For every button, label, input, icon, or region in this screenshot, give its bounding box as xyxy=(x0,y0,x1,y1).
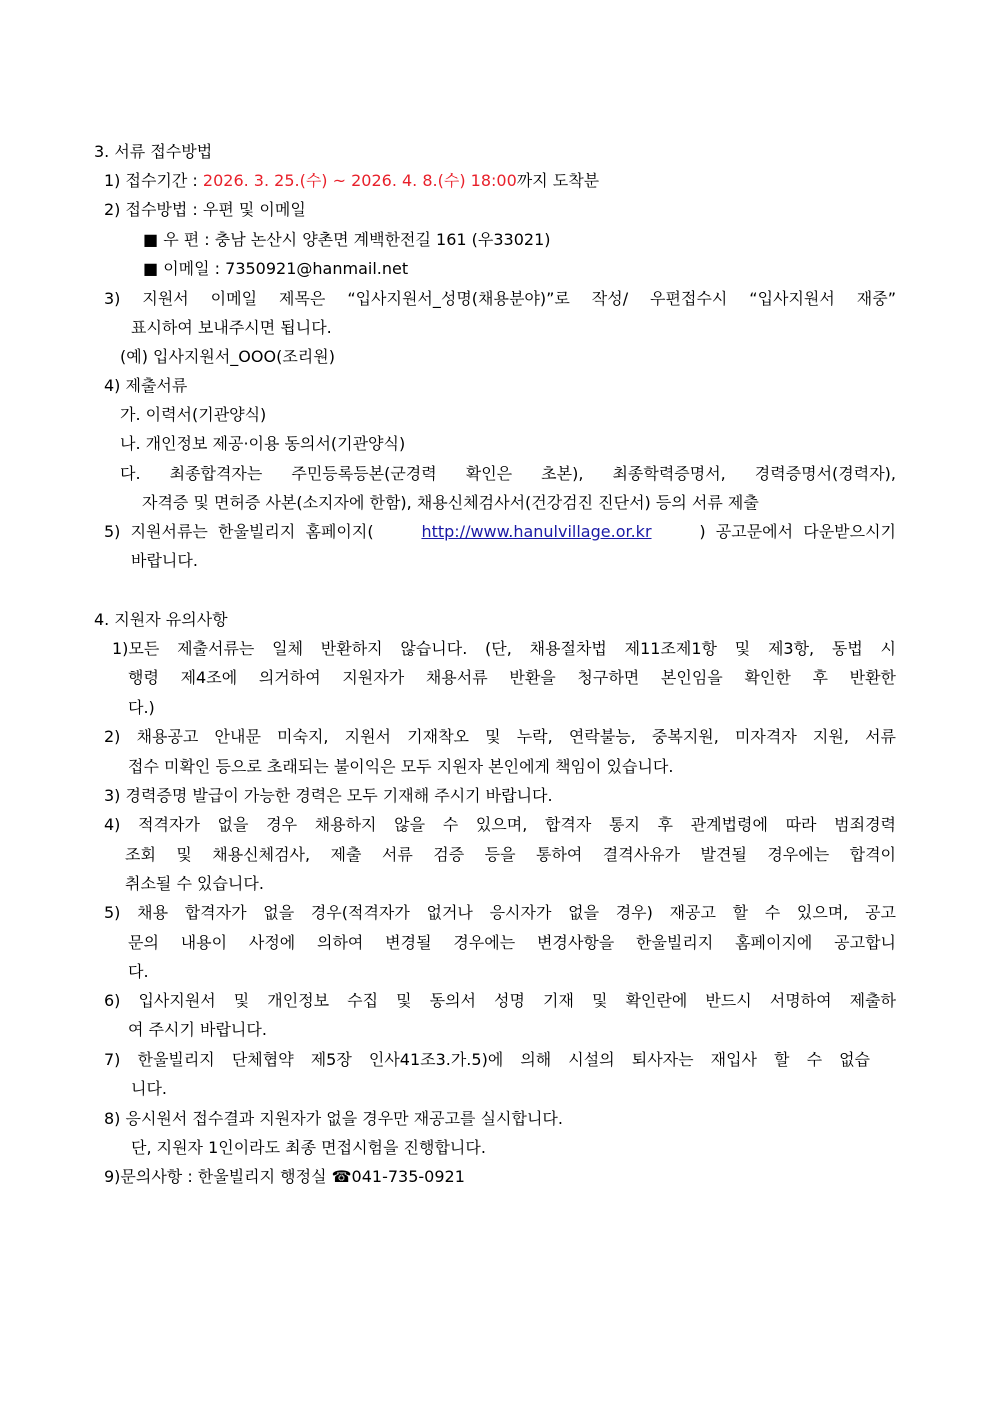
receipt-email: ■ 이메일 : 7350921@hanmail.net xyxy=(143,259,409,278)
section4-heading: 4. 지원자 유의사항 xyxy=(94,610,228,629)
notice-item-2-line-2: 접수 미확인 등으로 초래되는 불이익은 모두 지원자 본인에게 책임이 있습니다. xyxy=(128,757,674,776)
download-instruction-after: ) 공고문에서 다운받으시기 xyxy=(699,522,896,541)
required-doc-final: 다. 최종합격자는 주민등록등본(군경력 확인은 초본), 최종학력증명서, 경력증명서(경력자), xyxy=(120,464,896,483)
notice-item-5-line-2: 문의 내용이 사정에 의하여 변경될 경우에는 변경사항을 한울빌리지 홈페이지에 공고합니 xyxy=(128,933,896,952)
homepage-link[interactable]: http://www.hanulvillage.or.kr xyxy=(421,522,652,541)
notice-item-6-line-1: 6) 입사지원서 및 개인정보 수집 및 동의서 성명 기재 및 확인란에 반드시 서명하여 제출하 xyxy=(104,991,896,1010)
contact-info: 9)문의사항 : 한울빌리지 행정실 ☎041-735-0921 xyxy=(104,1167,465,1186)
download-instruction-cont: 바랍니다. xyxy=(131,551,198,570)
notice-item-8-line-1: 8) 응시원서 접수결과 지원자가 없을 경우만 재공고를 실시합니다. xyxy=(104,1109,563,1128)
required-doc-consent: 나. 개인정보 제공·이용 동의서(기관양식) xyxy=(120,434,406,453)
download-instruction-before: 5) 지원서류는 한울빌리지 홈페이지( xyxy=(104,522,374,541)
notice-item-8-line-2: 단, 지원자 1인이라도 최종 면접시험을 진행합니다. xyxy=(131,1138,486,1157)
notice-item-1-line-1: 1)모든 제출서류는 일체 반환하지 않습니다. (단, 채용절차법 제11조제1항 및 제3항, 동법 시 xyxy=(112,639,896,658)
receipt-post-address: ■ 우 편 : 충남 논산시 양촌면 계백한전길 161 (우33021) xyxy=(143,230,551,249)
notice-item-4-line-3: 취소될 수 있습니다. xyxy=(125,874,264,893)
notice-item-1-line-3: 다.) xyxy=(128,698,155,717)
notice-item-7-line-1: 7) 한울빌리지 단체협약 제5장 인사41조3.가.5)에 의해 시설의 퇴사자는 재입사 할 수 없습 xyxy=(104,1050,870,1069)
email-subject-instruction-cont: 표시하여 보내주시면 됩니다. xyxy=(131,318,332,337)
notice-item-6-line-2: 여 주시기 바랍니다. xyxy=(128,1020,267,1039)
email-subject-instruction: 3) 지원서 이메일 제목은 “입사지원서_성명(채용분야)”로 작성/ 우편접수시 “입사지원서 재중” xyxy=(104,289,896,308)
receipt-period-label: 1) 접수기간 : xyxy=(104,171,203,190)
email-subject-example: (예) 입사지원서_OOO(조리원) xyxy=(120,347,335,366)
receipt-method: 2) 접수방법 : 우편 및 이메일 xyxy=(104,200,306,219)
notice-item-3: 3) 경력증명 발급이 가능한 경력은 모두 기재해 주시기 바랍니다. xyxy=(104,786,553,805)
notice-item-7-line-2: 니다. xyxy=(131,1079,167,1098)
required-doc-final-cont: 자격증 및 면허증 사본(소지자에 한함), 채용신체검사서(건강검진 진단서) 등의 서류 제출 xyxy=(142,493,759,512)
notice-item-5-line-1: 5) 채용 합격자가 없을 경우(적격자가 없거나 응시자가 없을 경우) 재공고 할 수 있으며, 공고 xyxy=(104,903,896,922)
notice-item-2-line-1: 2) 채용공고 안내문 미숙지, 지원서 기재착오 및 누락, 연락불능, 중복지원, 미자격자 지원, 서류 xyxy=(104,727,896,746)
notice-item-1-line-2: 행령 제4조에 의거하여 지원자가 채용서류 반환을 청구하면 본인임을 확인한 후 반환한 xyxy=(128,668,896,687)
required-doc-resume: 가. 이력서(기관양식) xyxy=(120,405,267,424)
receipt-period-dates: 2026. 3. 25.(수) ~ 2026. 4. 8.(수) 18:00 xyxy=(202,171,517,190)
section3-heading: 3. 서류 접수방법 xyxy=(94,142,213,161)
receipt-period-line xyxy=(104,170,599,192)
notice-item-5-line-3: 다. xyxy=(128,962,149,981)
notice-item-4-line-2: 조회 및 채용신체검사, 제출 서류 검증 등을 통하여 결격사유가 발견될 경우에는 합격이 xyxy=(125,845,896,864)
download-instruction xyxy=(104,521,896,543)
receipt-period-suffix: 까지 도착분 xyxy=(516,171,600,190)
required-documents-heading: 4) 제출서류 xyxy=(104,376,188,395)
notice-item-4-line-1: 4) 적격자가 없을 경우 채용하지 않을 수 있으며, 합격자 통지 후 관계법령에 따라 범죄경력 xyxy=(104,815,896,834)
